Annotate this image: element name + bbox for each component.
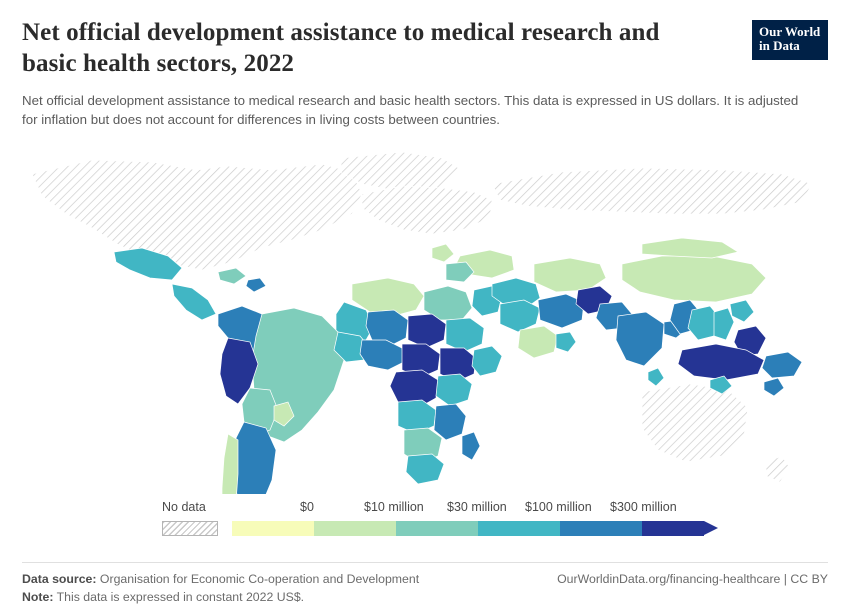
world-map[interactable]	[22, 144, 828, 494]
logo-line-2: in Data	[759, 38, 800, 54]
country-madagascar	[462, 432, 480, 460]
country-sri-lanka	[648, 368, 664, 386]
legend-tick-0: $0	[300, 499, 314, 514]
country-mozambique-malawi	[434, 404, 466, 440]
country-sudan	[446, 318, 484, 352]
region-north-america	[32, 160, 362, 270]
legend-arrow-icon	[704, 521, 718, 535]
legend-color-scale[interactable]	[232, 521, 718, 536]
legend-tick-2: $30 million	[447, 499, 507, 514]
legend-label-no-data: No data	[162, 499, 206, 514]
legend-swatch-bin-4[interactable]	[560, 521, 642, 536]
footer-credit[interactable]: OurWorldinData.org/financing-healthcare | CC BY	[557, 571, 828, 586]
legend-swatch-bin-3[interactable]	[478, 521, 560, 536]
country-india	[616, 312, 664, 366]
country-central-america	[172, 284, 216, 320]
country-vietnam	[714, 308, 734, 340]
chart-subtitle: Net official development assistance to medical research and basic health sectors. This data is expressed in US dollars. It is adjusted for inflation but does not account for differences in living costs between countries.	[22, 93, 799, 128]
country-somalia	[472, 346, 502, 376]
legend-swatch-bin-5[interactable]	[642, 521, 704, 536]
footer-note-label: Note:	[22, 589, 54, 604]
legend-bars	[22, 521, 828, 537]
country-poland-region	[432, 244, 454, 262]
region-new-zealand	[766, 456, 790, 482]
country-papua-new-guinea	[762, 352, 802, 378]
country-iraq-iran-west	[500, 300, 540, 332]
legend-tick-3: $100 million	[525, 499, 592, 514]
logo-line-1: Our World	[759, 24, 821, 39]
region-europe	[362, 186, 492, 234]
country-kenya-tanzania	[436, 374, 472, 406]
country-south-africa	[406, 454, 444, 484]
chart-footer	[22, 562, 828, 606]
country-south-china-coast	[730, 300, 754, 322]
page-title: Net official development assistance to medical research and basic health sectors, 2022	[22, 19, 660, 77]
legend-tick-4: $300 million	[610, 499, 677, 514]
country-hispaniola	[246, 278, 266, 292]
legend-swatch-bin-0[interactable]	[232, 521, 314, 536]
country-saudi-arabia	[518, 326, 558, 358]
footer-source-value: Organisation for Economic Co-operation and Development	[99, 571, 420, 586]
country-ghana-nigeria-west	[360, 340, 404, 370]
country-china	[622, 256, 766, 302]
country-chile	[222, 434, 238, 494]
legend-swatch-no-data[interactable]	[162, 521, 218, 536]
legend-labels	[22, 500, 828, 518]
footer-note-line	[22, 588, 828, 606]
country-yemen	[556, 332, 576, 352]
region-australia	[642, 384, 748, 462]
country-cuba	[218, 268, 246, 284]
country-mongolia	[642, 238, 738, 258]
legend-tick-1: $10 million	[364, 499, 424, 514]
footer-note-value: This data is expressed in constant 2022 US$.	[56, 589, 305, 604]
legend-swatch-bin-2[interactable]	[396, 521, 478, 536]
chart-header	[22, 18, 828, 79]
map-legend	[22, 500, 828, 548]
region-russia	[492, 168, 812, 214]
world-map-svg[interactable]	[22, 144, 828, 494]
legend-swatch-bin-1[interactable]	[314, 521, 396, 536]
footer-source-label: Data source:	[22, 571, 97, 586]
country-solomon-islands	[764, 378, 784, 396]
owid-logo[interactable]	[752, 20, 828, 60]
